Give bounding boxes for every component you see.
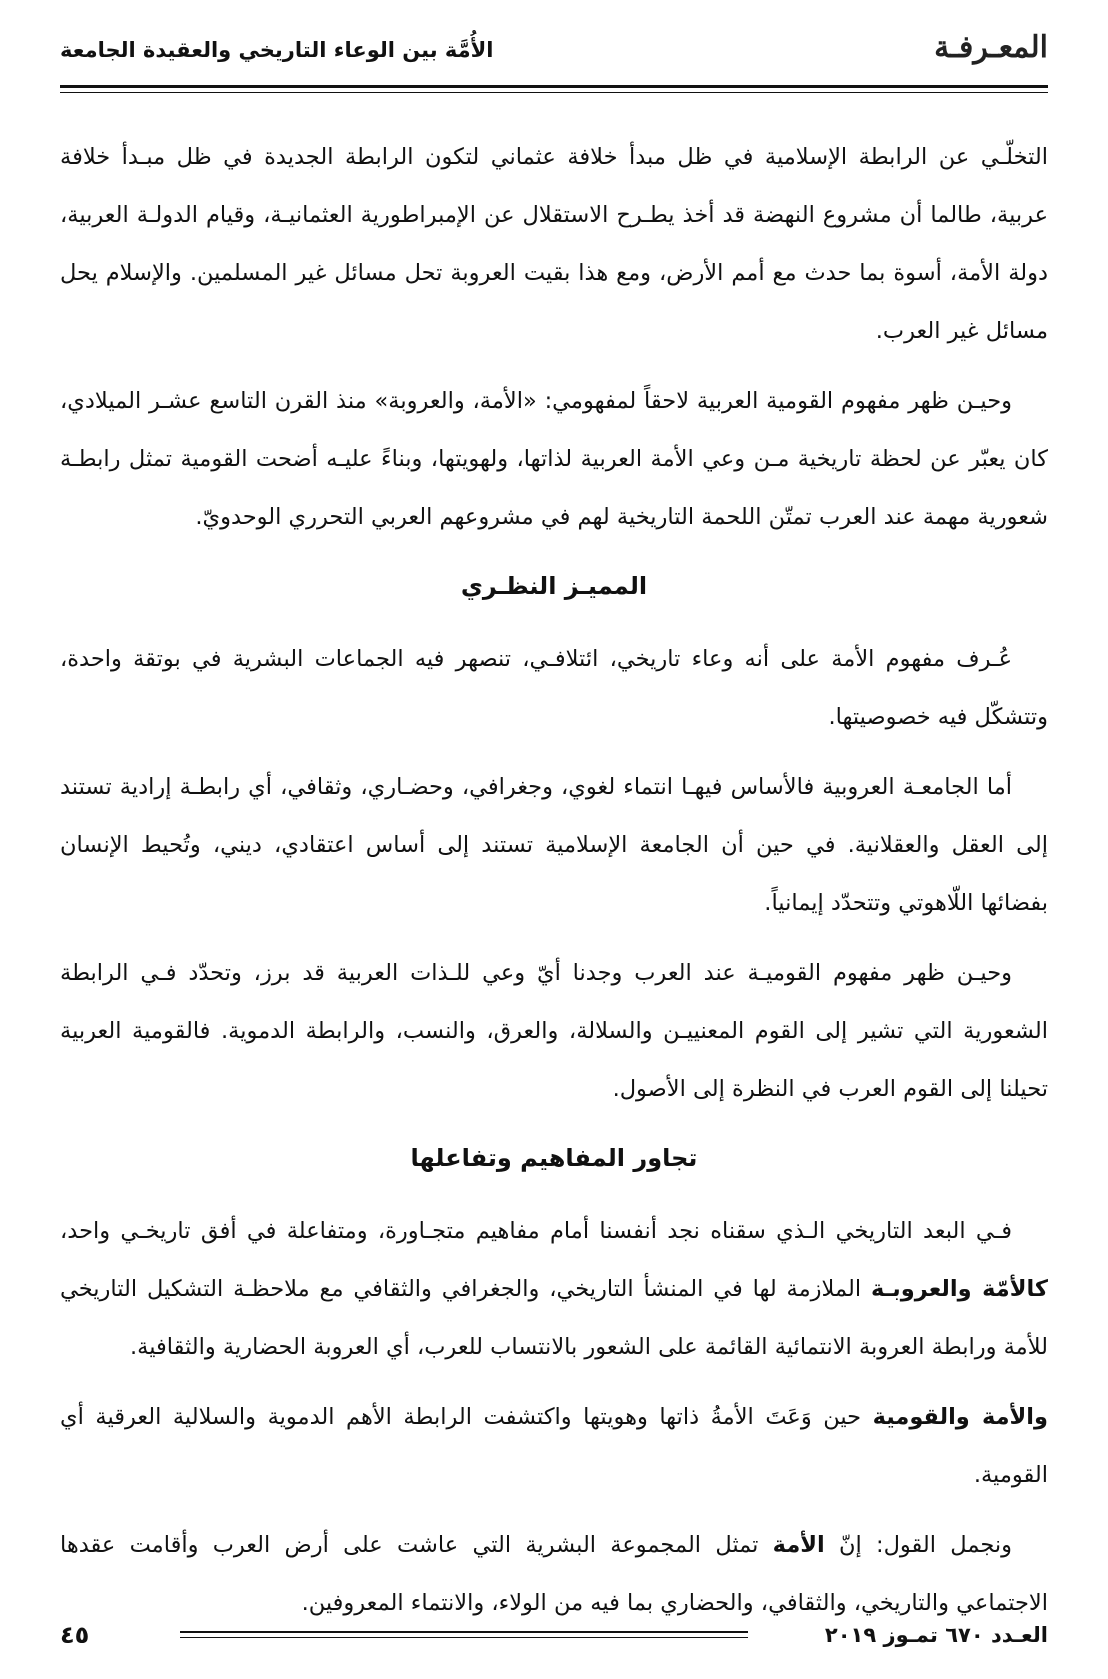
footer-rule-thin	[180, 1637, 748, 1638]
paragraph-6-text-b: الملازمة لها في المنشأ التاريخي، والجغرافي والثقافي مع ملاحظـة التشكيل التاريخي للأمة ورابطة العروبة الانتمائية القائمة على الشعور بالانتساب للعرب، أي العروبة الحضارية والثقافية.	[60, 1276, 1048, 1360]
header-rule	[60, 85, 1048, 88]
paragraph-5: وحيـن ظهر مفهوم القوميـة عند العرب وجدنا أيّ وعي للـذات العربية قد برز، وتحدّد فـي الرابطة الشعورية التي تشير إلى القوم المعنييـن والسلالة، والعرق، والنسب، والرابطة الدموية. فالقومية العربية تحيلنا إلى القوم العرب في النظرة إلى الأصول.	[60, 960, 1048, 1102]
page-footer	[60, 1615, 1048, 1655]
paragraph-7-bold-term: والأمة والقومية	[872, 1404, 1048, 1430]
magazine-logo: المعـرفـة	[934, 30, 1048, 65]
paragraph-7	[60, 1388, 1048, 1504]
section-heading-theoretical-distinction: المميـز النظـري	[460, 572, 648, 600]
paragraph-1: التخلّـي عن الرابطة الإسلامية في ظل مبدأ خلافة عثماني لتكون الرابطة الجديدة في ظل مبـدأ خلافة عربية، طالما أن مشروع النهضة قد أخذ يطـرح الاستقلال عن الإمبراطورية العثمانيـة، وقيام الدولـة العربية، دولة الأمة، أسوة بما حدث مع أمم الأرض، ومع هذا بقيت العروبة تحل مسائل غير المسلمين. والإسلام يحل مسائل غير العرب.	[60, 144, 1048, 344]
section-heading-concepts-interaction: تجاور المفاهيم وتفاعلها	[410, 1144, 698, 1172]
page-number: ٤٥	[60, 1621, 90, 1649]
paragraph-8-bold-term: الأمة	[772, 1532, 825, 1558]
paragraph-6-bold-term: كالأمّة والعروبـة	[870, 1276, 1048, 1302]
article-body	[60, 128, 1048, 1644]
paragraph-7-text: حين وَعَتَ الأمةُ ذاتها وهويتها واكتشفت الرابطة الأهم الدموية والسلالية العرقية أي القومية.	[60, 1404, 1048, 1488]
paragraph-4: أما الجامعـة العروبية فالأساس فيهـا انتماء لغوي، وجغرافي، وحضـاري، وثقافي، أي رابطـة إرادية تستند إلى العقل والعقلانية. في حين أن الجامعة الإسلامية تستند إلى أساس اعتقادي، ديني، وتُحيط الإنسان بفضائها اللّاهوتي وتتحدّد إيمانياً.	[60, 774, 1048, 916]
paragraph-8-text-b: تمثل المجموعة البشرية التي عاشت على أرض العرب وأقامت عقدها الاجتماعي والتاريخي، والثقافي، والحضاري بما فيه من الولاء، والانتماء المعروفين.	[60, 1532, 1048, 1616]
paragraph-8-text-a: ونجمل القول: إنّ	[824, 1532, 1012, 1558]
header-rule-thin	[60, 92, 1048, 93]
issue-info: العـدد ٦٧٠ تمـوز ٢٠١٩	[824, 1623, 1048, 1647]
footer-rule	[180, 1631, 748, 1633]
page-header	[60, 28, 1048, 76]
paragraph-2: وحيـن ظهر مفهوم القومية العربية لاحقاً لمفهومي: «الأمة، والعروبة» منذ القرن التاسع عشـر الميلادي، كان يعبّر عن لحظة تاريخية مـن وعي الأمة العربية لذاتها، ولهويتها، وبناءً عليـه أضحت القومية تمثل رابطـة شعورية مهمة عند العرب تمتّن اللحمة التاريخية لهم في مشروعهم العربي التحرري الوحدويّ.	[60, 388, 1048, 530]
paragraph-3: عُـرف مفهوم الأمة على أنه وعاء تاريخي، ائتلافـي، تنصهر فيه الجماعات البشرية في بوتقة واحدة، وتتشكّل فيه خصوصيتها.	[60, 646, 1048, 730]
paragraph-6	[60, 1202, 1048, 1376]
paragraph-6-text-a: فـي البعد التاريخي الـذي سقناه نجد أنفسنا أمام مفاهيم متجـاورة، ومتفاعلة في أفق تاريخـي واحد،	[60, 1218, 1012, 1244]
running-title: الأُمَّة بين الوعاء التاريخي والعقيدة الجامعة	[60, 38, 494, 62]
